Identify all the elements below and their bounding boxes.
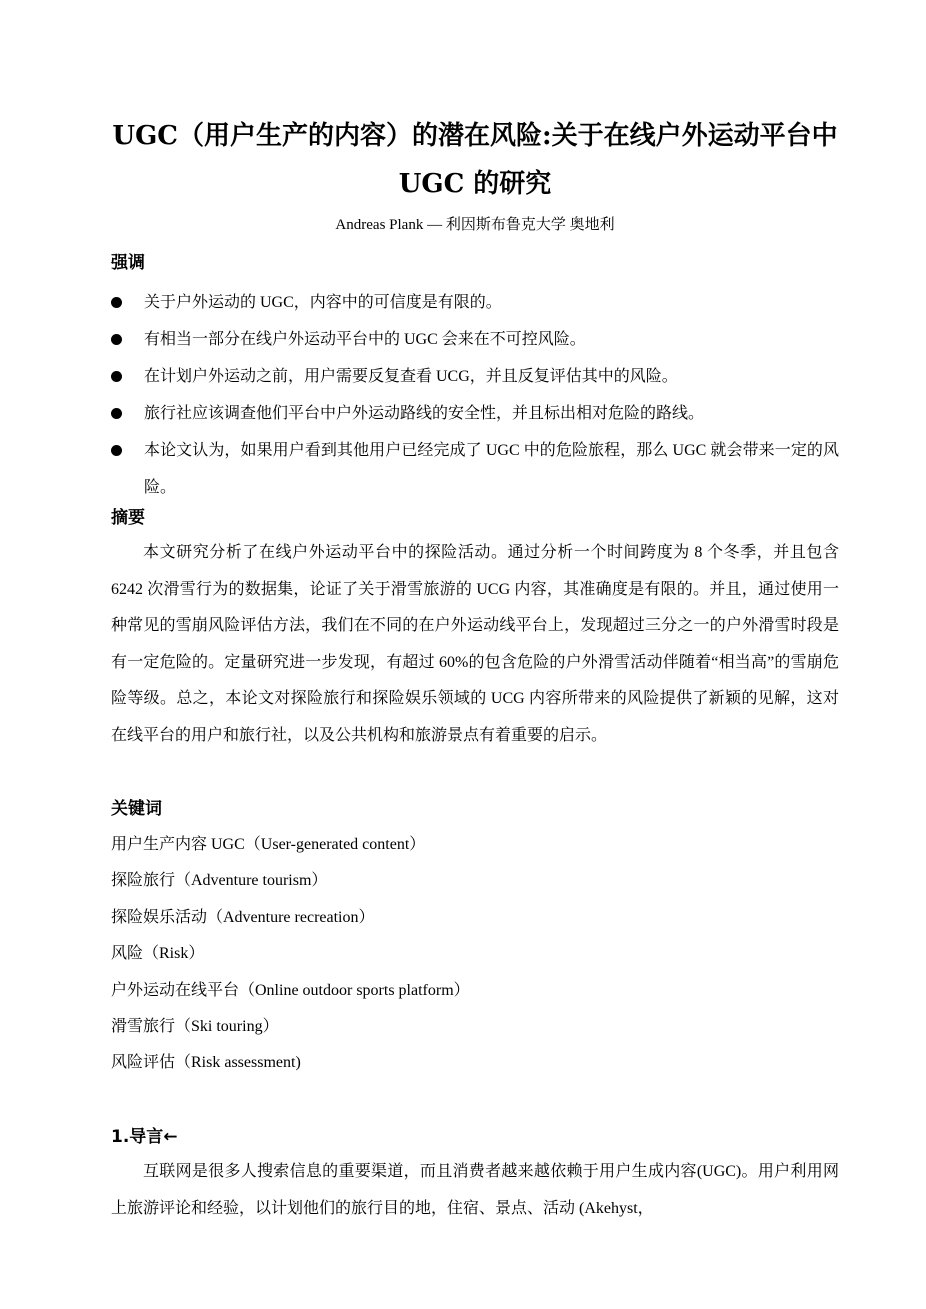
paper-title: UGC（用户生产的内容）的潜在风险:关于在线户外运动平台中 UGC 的研究	[112, 121, 838, 199]
bullet-icon	[111, 408, 122, 419]
list-item: 旅行社应该调查他们平台中户外运动路线的安全性，并且标出相对危险的路线。	[111, 395, 839, 432]
keyword-item: 探险旅行（Adventure tourism）	[111, 872, 328, 890]
highlights-list	[111, 284, 839, 506]
abstract-text: 本文研究分析了在线户外运动平台中的探险活动。通过分析一个时间跨度为 8 个冬季，并且包含 6242 次滑雪行为的数据集，论证了关于滑雪旅游的 UCG 内容，其准确度是有限的。并且，通过使用一种常见的雪崩风险评估方法，我们在不同的在户外运动线平台上，发现超过三分之一的户外滑雪时段是有一定危险的。定量研究进一步发现，有超过 60%的包含危险的户外滑雪活动伴随着“相当高”的雪崩危险等级。总之，本论文对探险旅行和探险娱乐领域的 UCG 内容所带来的风险提供了新颖的见解，这对在线平台的用户和旅行社，以及公共机构和旅游景点有着重要的启示。	[111, 544, 839, 744]
highlights-heading: 强调	[111, 253, 145, 273]
bullet-icon	[111, 371, 122, 382]
author-line: Andreas Plank — 利因斯布鲁克大学 奥地利	[335, 217, 615, 233]
list-item: 本论文认为，如果用户看到其他用户已经完成了 UGC 中的危险旅程，那么 UGC 就会带来一定的风险。	[111, 432, 839, 506]
keyword-item: 探险娱乐活动（Adventure recreation）	[111, 908, 375, 926]
abstract-heading: 摘要	[111, 508, 145, 528]
list-item: 在计划户外运动之前，用户需要反复查看 UCG，并且反复评估其中的风险。	[111, 358, 839, 395]
keyword-item: 用户生产内容 UGC（User-generated content）	[111, 836, 426, 853]
bullet-icon	[111, 297, 122, 308]
introduction-heading: 1.导言←	[111, 1127, 178, 1147]
keyword-item: 风险（Risk）	[111, 945, 205, 963]
bullet-icon	[111, 334, 122, 345]
bullet-icon	[111, 445, 122, 456]
keywords-heading: 关键词	[111, 799, 162, 819]
list-item: 关于户外运动的 UGC，内容中的可信度是有限的。	[111, 284, 839, 321]
keyword-item: 滑雪旅行（Ski touring）	[111, 1018, 279, 1036]
keywords-list	[111, 827, 839, 1082]
keyword-item: 户外运动在线平台（Online outdoor sports platform）	[111, 981, 470, 999]
keyword-item: 风险评估（Risk assessment)	[111, 1054, 301, 1072]
introduction-text: 互联网是很多人搜索信息的重要渠道，而且消费者越来越依赖于用户生成内容(UGC)。用户利用网上旅游评论和经验，以计划他们的旅行目的地，住宿、景点、活动 (Akehyst，	[111, 1163, 839, 1217]
list-item: 有相当一部分在线户外运动平台中的 UGC 会来在不可控风险。	[111, 321, 839, 358]
